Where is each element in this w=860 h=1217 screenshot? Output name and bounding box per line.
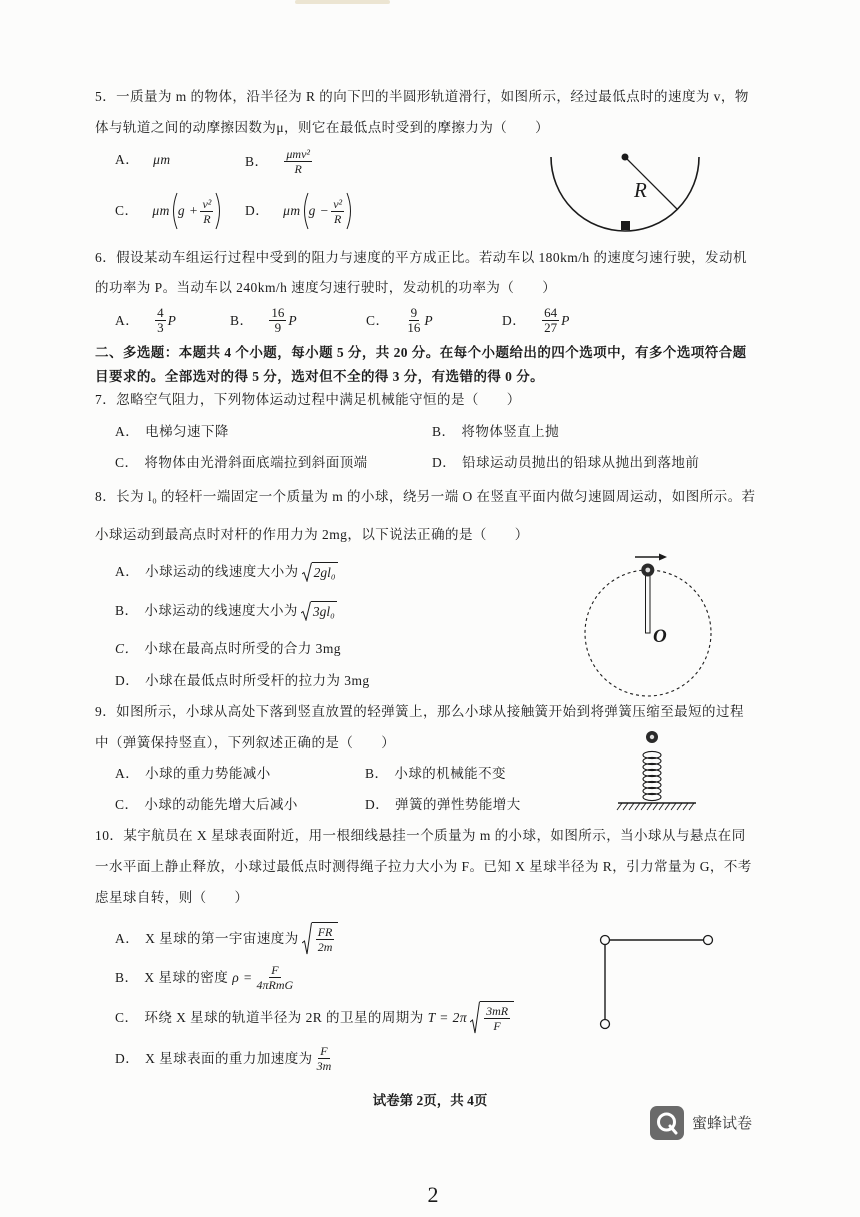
fraction	[405, 306, 422, 335]
numerator: 16	[271, 305, 285, 320]
q7-option-a	[115, 422, 229, 442]
q6-option-b	[230, 306, 297, 335]
q9-option-a	[115, 764, 271, 784]
square-root	[301, 601, 337, 621]
denominator: 27	[544, 320, 558, 335]
q10-option-c	[115, 1001, 514, 1034]
numerator: F	[271, 963, 279, 977]
hatch-line	[659, 803, 664, 810]
radicand	[312, 922, 339, 955]
paren-right	[346, 192, 354, 230]
option-text: 小球的动能先增大后减小	[144, 797, 298, 812]
option-text: 弹簧的弹性势能增大	[395, 797, 521, 812]
square-root	[302, 562, 338, 582]
numerator: 4	[157, 305, 164, 320]
q9-option-b	[365, 764, 506, 784]
option-label: C．	[115, 1009, 139, 1025]
option-text: 小球的重力势能减小	[145, 766, 271, 781]
denominator: 3	[157, 320, 164, 335]
hatch-line	[689, 803, 694, 810]
q10-stem-line-3: 虑星球自转，则（ ）	[95, 890, 249, 905]
paren-left	[301, 192, 309, 230]
option-text: 环绕 X 星球的轨道半径为 2R 的卫星的周期为	[144, 1009, 424, 1025]
q7-option-d	[432, 453, 699, 473]
fraction	[484, 1004, 510, 1033]
option-label: A．	[115, 424, 140, 439]
fraction	[200, 197, 213, 226]
velocity-arrow-head	[659, 554, 667, 561]
numerator: F	[320, 1044, 328, 1058]
paren-left	[170, 192, 178, 230]
radical-sign	[302, 922, 312, 955]
option-text: X 星球的密度	[144, 969, 229, 985]
fraction	[284, 147, 312, 176]
q9-stem-line-2: 中（弹簧保持竖直），下列叙述正确的是（ ）	[95, 735, 396, 750]
option-text: 小球在最低点时所受杆的拉力为 3mg	[145, 673, 370, 688]
denominator: 2m	[317, 939, 333, 954]
q8-stem-line-2: 小球运动到最高点时对杆的作用力为 2mg，以下说法正确的是（ ）	[95, 527, 529, 542]
light-rod	[646, 575, 651, 633]
hatch-line	[617, 803, 622, 810]
formula: ρ =	[232, 969, 253, 985]
hatch-line	[677, 803, 682, 810]
pivot-point	[601, 936, 610, 945]
q10-option-a	[115, 922, 338, 955]
variable: P	[561, 312, 570, 328]
option-label: B．	[245, 153, 269, 169]
option-text: 小球运动的线速度大小为	[145, 564, 299, 579]
fraction	[155, 306, 166, 335]
ball-highlight	[645, 568, 650, 573]
page-number: 2	[427, 1182, 439, 1207]
brand-logo-icon	[650, 1106, 684, 1140]
q9-option-c	[115, 795, 298, 815]
q5-option-a	[115, 150, 171, 170]
radicand: 3gl₀	[311, 601, 337, 621]
brand-name: 蜜蜂试卷	[692, 1114, 753, 1132]
fraction	[255, 963, 296, 992]
numerator: 64	[544, 305, 558, 320]
semicircle-track	[551, 157, 699, 231]
denominator: 9	[274, 320, 282, 335]
q8-option-c	[115, 639, 341, 659]
pivot-label: O	[653, 626, 667, 647]
page-info-footer: 试卷第 2页，共 4页	[372, 1093, 488, 1108]
q7-option-b	[432, 422, 559, 442]
option-label: A．	[115, 930, 140, 946]
ground-hatching	[617, 803, 694, 810]
block-object	[621, 221, 630, 230]
q8-rotating-rod-figure	[575, 545, 725, 703]
option-label: A．	[115, 766, 140, 781]
option-label: B．	[115, 603, 139, 618]
q5-stem-line-1: 5．一质量为 m 的物体，沿半径为 R 的向下凹的半圆形轨道滑行，如图所示，经过最低点时的速度为 v，物	[95, 89, 749, 104]
q10-pendulum-figure	[590, 925, 720, 1035]
hatch-line	[671, 803, 676, 810]
ball-lowest-position	[601, 1020, 610, 1029]
numerator: 9	[410, 305, 418, 320]
option-text: 将物体由光滑斜面底端拉到斜面顶端	[144, 455, 368, 470]
option-text: 铅球运动员抛出的铅球从抛出到落地前	[462, 455, 700, 470]
option-label: B．	[432, 424, 456, 439]
option-label: A．	[115, 152, 140, 167]
hatch-line	[665, 803, 670, 810]
denominator: 16	[407, 320, 421, 335]
option-text: X 星球表面的重力加速度为	[145, 1050, 313, 1066]
q5-option-b	[245, 147, 314, 176]
numerator: v²	[202, 196, 212, 211]
variable: P	[424, 312, 434, 328]
q9-option-d	[365, 795, 521, 815]
q5-semicircle-track-figure	[540, 140, 715, 240]
q10-stem-line-2: 一水平面上静止释放，小球过最低点时测得绳子拉力大小为 F。已知 X 星球半径为 R，引力常量为 G，不考	[95, 859, 752, 874]
hatch-line	[641, 803, 646, 810]
numerator: FR	[317, 924, 333, 939]
q6-option-a	[115, 306, 176, 335]
option-label: C．	[115, 641, 139, 656]
fraction	[269, 306, 286, 335]
q6-stem-line-1: 6．假设某动车组运行过程中受到的阻力与速度的平方成正比。若动车以 180km/h 的速度匀速行驶，发动机	[95, 250, 747, 265]
option-label: C．	[366, 312, 390, 328]
q7-option-c	[115, 453, 368, 473]
option-label: C．	[115, 203, 139, 218]
denominator: F	[493, 1018, 501, 1033]
hatch-line	[653, 803, 658, 810]
q7-stem: 7．忽略空气阻力，下列物体运动过程中满足机械能守恒的是（ ）	[95, 392, 521, 407]
radical-sign	[301, 601, 311, 621]
hatch-line	[623, 803, 628, 810]
q10-option-d	[115, 1044, 335, 1073]
fraction	[542, 306, 559, 335]
q10-option-b	[115, 963, 297, 992]
spring-coil	[643, 751, 661, 800]
q6-stem-line-2: 的功率为 P。当动车以 240km/h 速度匀速行驶时，发动机的功率为（ ）	[95, 280, 557, 295]
numerator: μmv²	[286, 147, 311, 161]
option-label: C．	[115, 797, 139, 812]
formula: T = 2π	[427, 1009, 468, 1025]
q8-option-d	[115, 671, 370, 691]
radius-label: R	[634, 178, 647, 202]
q5-option-d	[245, 192, 354, 230]
q5-option-c	[115, 192, 223, 230]
variable: P	[167, 312, 177, 328]
fraction	[316, 925, 335, 954]
option-label: B．	[365, 766, 389, 781]
hatch-line	[635, 803, 640, 810]
option-label: B．	[230, 312, 254, 328]
square-root	[302, 922, 339, 955]
radicand	[480, 1001, 514, 1034]
option-label: D．	[115, 1050, 140, 1066]
denominator: 4πRmG	[256, 978, 294, 992]
option-label: B．	[115, 969, 139, 985]
numerator: 3mR	[486, 1003, 509, 1018]
ball-highlight	[650, 735, 654, 739]
formula: μm	[153, 152, 171, 167]
option-label: A．	[115, 564, 140, 579]
option-label: C．	[115, 455, 139, 470]
q5-stem-line-2: 体与轨道之间的动摩擦因数为μ，则它在最低点时受到的摩擦力为（ ）	[95, 120, 550, 135]
option-text: 小球运动的线速度大小为	[144, 603, 298, 618]
option-label: D．	[432, 455, 457, 470]
option-label: D．	[115, 673, 140, 688]
section2-heading-line-1: 二、多选题：本题共 4 个小题，每小题 5 分，共 20 分。在每个小题给出的四个选项中，有多个选项符合题	[95, 345, 747, 360]
formula-inner: g +	[177, 203, 199, 218]
radical-sign	[470, 1001, 480, 1034]
option-text: X 星球的第一宇宙速度为	[145, 930, 299, 946]
option-text: 将物体竖直上抛	[461, 424, 560, 439]
q10-stem-line-1: 10．某宇航员在 X 星球表面附近，用一根细线悬挂一个质量为 m 的小球，如图所示，当小球从与悬点在同	[95, 828, 746, 843]
formula-inner: g −	[308, 203, 330, 218]
denominator: R	[333, 211, 342, 226]
option-text: 小球的机械能不变	[394, 766, 507, 781]
radicand: 2gl₀	[312, 562, 338, 582]
square-root	[470, 1001, 514, 1034]
denominator: 3m	[316, 1059, 332, 1073]
option-label: A．	[115, 312, 140, 328]
q9-stem-line-1: 9．如图所示，小球从高处下落到竖直放置的轻弹簧上，那么小球从接触簧开始到将弹簧压缩至最短的过程	[95, 704, 744, 719]
hatch-line	[683, 803, 688, 810]
option-label: D．	[365, 797, 390, 812]
hatch-line	[647, 803, 652, 810]
hatch-line	[629, 803, 634, 810]
q8-option-b	[115, 601, 337, 621]
q9-spring-figure	[610, 725, 705, 817]
fraction	[315, 1044, 334, 1073]
numerator: v²	[333, 196, 343, 211]
option-label: D．	[245, 203, 270, 218]
ball-release-position	[704, 936, 713, 945]
variable: P	[288, 312, 298, 328]
radical-sign	[302, 562, 312, 582]
formula-coefficient: μm	[283, 203, 301, 218]
paren-right	[215, 192, 223, 230]
q8-stem-line-1: 8．长为 l₀ 的轻杆一端固定一个质量为 m 的小球，绕另一端 O 在竖直平面内做匀速圆周运动，如图所示。若	[95, 489, 756, 504]
scan-smudge	[295, 0, 390, 4]
q6-option-d	[502, 306, 570, 335]
radius-line	[625, 157, 677, 209]
option-text: 电梯匀速下降	[145, 424, 229, 439]
denominator: R	[203, 211, 211, 226]
denominator: R	[294, 162, 302, 176]
section2-heading-line-2: 目要求的。全部选对的得 5 分，选对但不全的得 3 分，有选错的得 0 分。	[95, 369, 545, 384]
fraction	[331, 197, 344, 226]
option-text: 小球在最高点时所受的合力 3mg	[144, 641, 341, 656]
q8-option-a	[115, 562, 338, 582]
formula-coefficient: μm	[152, 203, 170, 218]
option-label: D．	[502, 312, 527, 328]
q6-option-c	[366, 306, 433, 335]
